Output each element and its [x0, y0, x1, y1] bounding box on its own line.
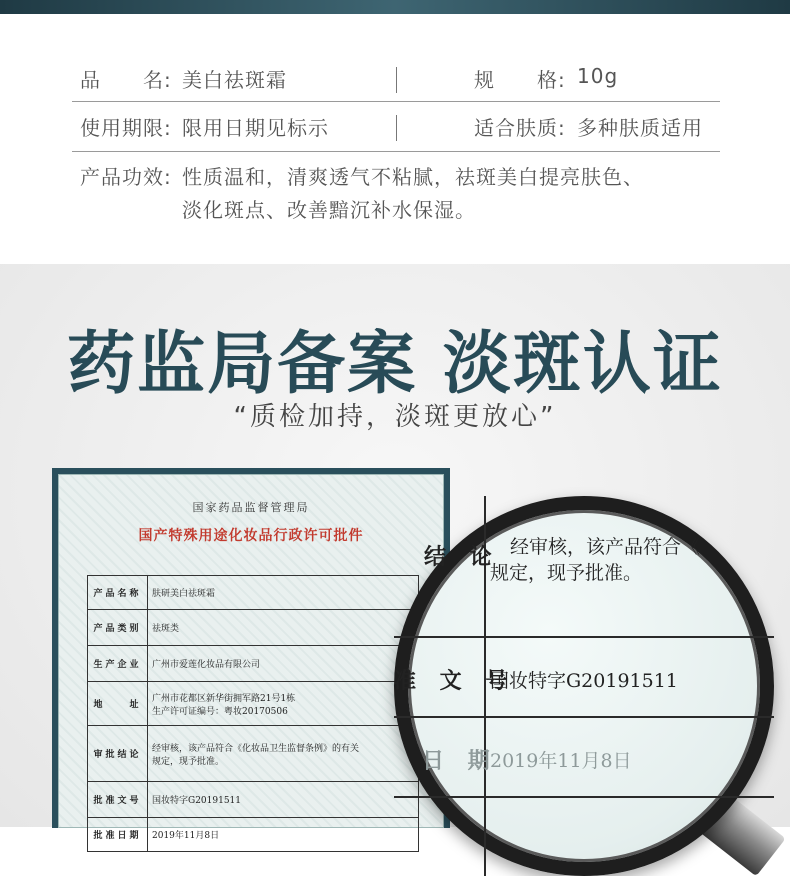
- name-label: 品 名:: [80, 68, 172, 92]
- certification-section: [0, 264, 790, 841]
- certificate-frame: [52, 468, 450, 841]
- spec-divider: [72, 102, 720, 152]
- row-value: 广州市爱莲化妆品有限公司: [148, 646, 419, 682]
- row-value-line: 经审核，该产品符合《化妆品卫生监督条例》的有关: [152, 743, 360, 754]
- row-value: [148, 682, 419, 726]
- row-label: 产品类别: [88, 610, 148, 646]
- row-value: [148, 726, 419, 782]
- table-row: [88, 682, 419, 726]
- row-label: 生产企业: [88, 646, 148, 682]
- table-row: [88, 646, 419, 682]
- magnified-label-date: 日 期: [422, 748, 498, 774]
- row-value-line: 规定，现予批准。: [152, 756, 225, 767]
- certificate-org: 国家药品监督管理局: [192, 501, 310, 514]
- effect-line-1: 性质温和，清爽透气不粘腻，祛斑美白提亮肤色、: [182, 165, 644, 189]
- row-label: 地 址: [88, 682, 148, 726]
- table-line: [394, 636, 774, 638]
- magnified-label-conclusion: 结 论: [424, 544, 500, 570]
- period-label: 使用期限:: [80, 116, 172, 140]
- row-label: 批准日期: [88, 818, 148, 852]
- certificate-title: 国产特殊用途化妆品行政许可批件: [138, 528, 364, 544]
- table-row: [88, 782, 419, 818]
- magnified-conclusion-line-2: 规定，现予批准。: [490, 562, 643, 584]
- table-row: [88, 610, 419, 646]
- row-label: 产品名称: [88, 576, 148, 610]
- row-label: 审批结论: [88, 726, 148, 782]
- row-value: 肤研美白祛斑霜: [148, 576, 419, 610]
- subline: “质检加持，淡斑更放心”: [233, 402, 557, 432]
- top-decorative-band: [0, 0, 790, 14]
- row-value-line: 广州市花都区新华街拥军路21号1栋: [152, 693, 296, 704]
- row-value-line: 生产许可证编号：粤妆20170506: [152, 706, 288, 717]
- period-value: 限用日期见标示: [182, 116, 329, 140]
- headline: 药监局备案 淡斑认证: [67, 324, 723, 404]
- magnifying-glass: [394, 496, 774, 876]
- spec-divider: [72, 58, 720, 102]
- table-row: [88, 818, 419, 852]
- table-row: [88, 576, 419, 610]
- certificate-table: [87, 575, 419, 852]
- row-value: 国妆特字G20191511: [148, 782, 419, 818]
- table-line: [394, 716, 774, 718]
- magnified-label-number: 准 文 号: [394, 668, 516, 694]
- size-value: 10g: [577, 64, 619, 88]
- row-value: 祛斑类: [148, 610, 419, 646]
- row-value: 2019年11月8日: [148, 818, 419, 852]
- skin-value: 多种肤质适用: [577, 116, 703, 140]
- row-label: 批准文号: [88, 782, 148, 818]
- product-spec-section: [0, 14, 790, 264]
- effect-label: 产品功效:: [80, 165, 172, 189]
- magnified-view: [394, 496, 774, 876]
- skin-label: 适合肤质:: [474, 116, 566, 140]
- size-label: 规 格:: [474, 68, 566, 92]
- table-line: [394, 796, 774, 798]
- magnified-number-value: 国妆特字G20191511: [490, 670, 678, 692]
- effect-line-2: 淡化斑点、改善黯沉补水保湿。: [182, 198, 476, 222]
- name-value: 美白祛斑霜: [182, 68, 287, 92]
- magnified-date-value: 2019年11月8日: [490, 750, 632, 772]
- table-row: [88, 726, 419, 782]
- certificate-paper: [58, 474, 444, 841]
- magnified-conclusion-line-1: 经审核，该产品符合《: [510, 536, 701, 558]
